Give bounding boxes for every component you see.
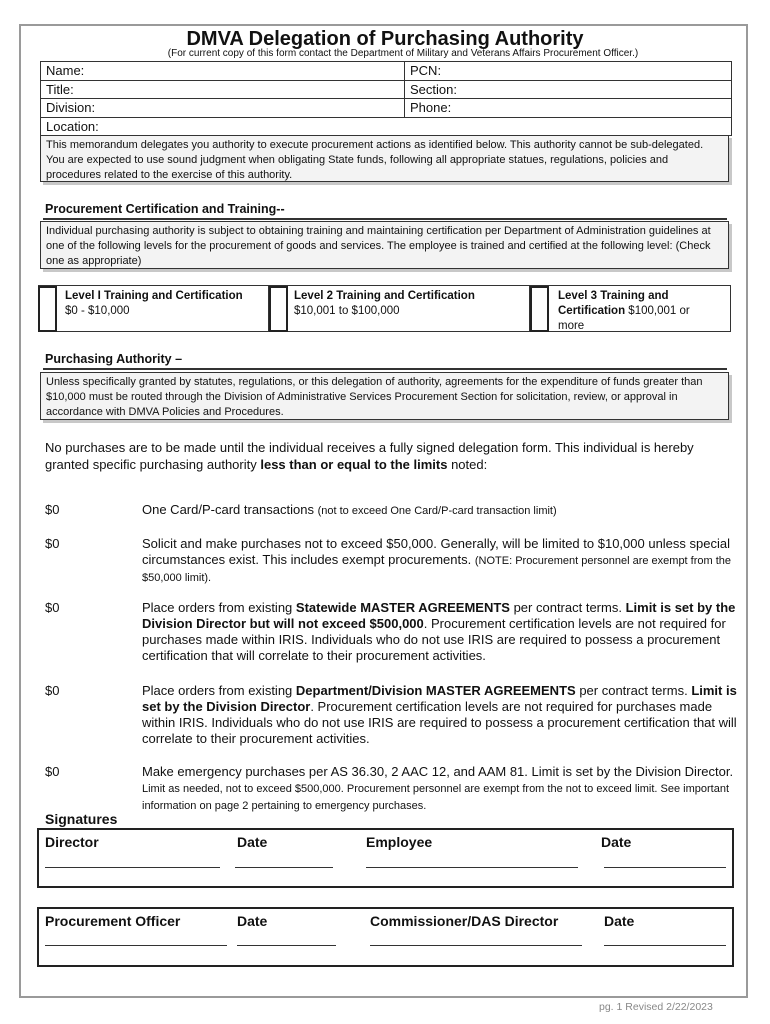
item-4-part: . Procurement certification levels are not required for purchases made within IRIS. Individuals who do not use IRIS are required to possess a procurement certification that will correlate to their procurement activities. xyxy=(142,699,737,746)
item-4-bold: Limit is set by the Division Director xyxy=(142,683,737,714)
intro-end: noted: xyxy=(451,456,488,472)
procurement-officer-signature-line[interactable] xyxy=(45,945,227,946)
date-label: Date xyxy=(237,913,268,929)
level-2-option xyxy=(294,289,494,319)
commissioner-date-line[interactable] xyxy=(604,945,726,946)
level-3-checkbox[interactable] xyxy=(530,286,549,332)
training-heading: Procurement Certification and Training-- xyxy=(45,202,285,216)
employee-date-line[interactable] xyxy=(604,867,726,868)
level-1-label: Level I Training and Certification xyxy=(65,290,243,302)
item-2-note: (NOTE: Procurement personnel are exempt from the $50,000 limit). xyxy=(142,555,732,584)
phone-field[interactable]: Phone: xyxy=(405,99,732,118)
pcn-field[interactable]: PCN: xyxy=(405,62,732,81)
procurement-officer-label: Procurement Officer xyxy=(45,913,181,929)
employee-label: Employee xyxy=(366,834,433,850)
item-3-part: per contract terms. xyxy=(513,600,622,615)
level-options xyxy=(38,285,731,332)
page-subtitle: (For current copy of this form contact the Department of Military and Veterans Affairs Procurement Officer.) xyxy=(167,48,639,59)
item-2-main: Solicit and make purchases not to exceed $50,000. Generally, will be limited to $10,000 unless special circumstances exist. This includes exempt procurements. xyxy=(142,536,730,567)
authority-heading: Purchasing Authority – xyxy=(45,352,183,366)
item-4-text xyxy=(142,683,742,747)
authority-intro xyxy=(45,440,725,473)
signature-box-2 xyxy=(37,907,734,967)
procurement-officer-date-line[interactable] xyxy=(237,945,336,946)
item-5-amount[interactable]: $0 xyxy=(45,764,60,779)
item-3-text xyxy=(142,600,742,664)
signatures-heading: Signatures xyxy=(45,811,118,827)
item-3-part: Place orders from existing xyxy=(142,600,293,615)
employee-signature-line[interactable] xyxy=(366,867,578,868)
level-3-range: $100,001 or more xyxy=(558,305,690,332)
signature-box-1 xyxy=(37,828,734,888)
item-4-bold: Department/Division MASTER AGREEMENTS xyxy=(295,683,576,698)
level-2-range: $10,001 to $100,000 xyxy=(294,305,400,317)
item-3-part: . Procurement certification levels are not required for purchases made within IRIS. Individuals who do not use IRIS are required to possess a procurement certification that will correlate to their procurement activities. xyxy=(142,616,726,663)
date-label: Date xyxy=(601,834,632,850)
item-1-amount[interactable]: $0 xyxy=(45,502,60,517)
item-3-bold: Statewide MASTER AGREEMENTS xyxy=(295,600,510,615)
director-label: Director xyxy=(45,834,99,850)
item-1-main: One Card/P-card transactions xyxy=(142,502,314,517)
item-4-part: per contract terms. xyxy=(579,683,688,698)
item-5-note: Limit as needed, not to exceed $500,000. Procurement personnel are exempt from the not to exceed limit. See important information on page 2 pertaining to emergency purchases. xyxy=(142,783,730,812)
commissioner-label: Commissioner/DAS Director xyxy=(370,913,559,929)
date-label: Date xyxy=(237,834,268,850)
item-2-text xyxy=(142,536,742,586)
item-5-main: Make emergency purchases per AS 36.30, 2 AAC 12, and AAM 81. Limit is set by the Division Director. xyxy=(142,764,734,779)
director-signature-line[interactable] xyxy=(45,867,220,868)
level-1-checkbox[interactable] xyxy=(38,286,57,332)
commissioner-signature-line[interactable] xyxy=(370,945,582,946)
page-footer: pg. 1 Revised 2/22/2023 xyxy=(599,1001,713,1013)
item-1-text xyxy=(142,502,742,519)
item-5-text xyxy=(142,764,742,814)
memo-box: This memorandum delegates you authority to execute procurement actions as identified below. This authority cannot be sub-delegated. You are expected to use sound judgment when obligating State funds, following all appropriate statues, regulations, policies and procedures related to the exercise of this authority. xyxy=(40,135,729,182)
intro-bold: less than or equal to the limits xyxy=(260,456,448,472)
division-field[interactable]: Division: xyxy=(41,99,405,118)
training-rule xyxy=(43,218,727,220)
authority-rule xyxy=(43,368,727,370)
intro-text: No purchases are to be made until the individual receives a fully signed delegation form. This individual is hereby granted specific purchasing authority xyxy=(45,440,694,472)
authority-text-box: Unless specifically granted by statutes, regulations, or this delegation of authority, agreements for the expenditure of funds greater than $10,000 must be routed through the Division of Administrative Services Procurement Section for solicitation, review, or approval in accordance with DMVA Policies and Procedures. xyxy=(40,372,729,420)
page-title: DMVA Delegation of Purchasing Authority xyxy=(186,28,584,50)
location-field[interactable]: Location: xyxy=(41,117,732,136)
name-field[interactable]: Name: xyxy=(41,62,405,81)
level-1-option xyxy=(65,289,265,319)
level-2-checkbox[interactable] xyxy=(269,286,288,332)
date-label: Date xyxy=(604,913,635,929)
training-text-box: Individual purchasing authority is subject to obtaining training and maintaining certification per Department of Administration guidelines at one of the following levels for the procurement of goods and services. The employee is trained and certified at the following level: (Check one as appropriate) xyxy=(40,221,729,269)
level-1-range: $0 - $10,000 xyxy=(65,305,130,317)
level-2-label: Level 2 Training and Certification xyxy=(294,290,475,302)
item-4-part: Place orders from existing xyxy=(142,683,293,698)
item-3-bold: Limit is set by the Division Director but will not exceed $500,000 xyxy=(142,600,736,631)
item-2-amount[interactable]: $0 xyxy=(45,536,60,551)
title-field[interactable]: Title: xyxy=(41,80,405,99)
level-3-option xyxy=(558,289,713,334)
section-field[interactable]: Section: xyxy=(405,80,732,99)
item-3-amount[interactable]: $0 xyxy=(45,600,60,615)
director-date-line[interactable] xyxy=(235,867,333,868)
level-3-label: Level 3 Training and Certification xyxy=(558,290,669,317)
employee-info-table xyxy=(40,61,732,136)
item-1-note: (not to exceed One Card/P-card transaction limit) xyxy=(317,505,557,517)
item-4-amount[interactable]: $0 xyxy=(45,683,60,698)
